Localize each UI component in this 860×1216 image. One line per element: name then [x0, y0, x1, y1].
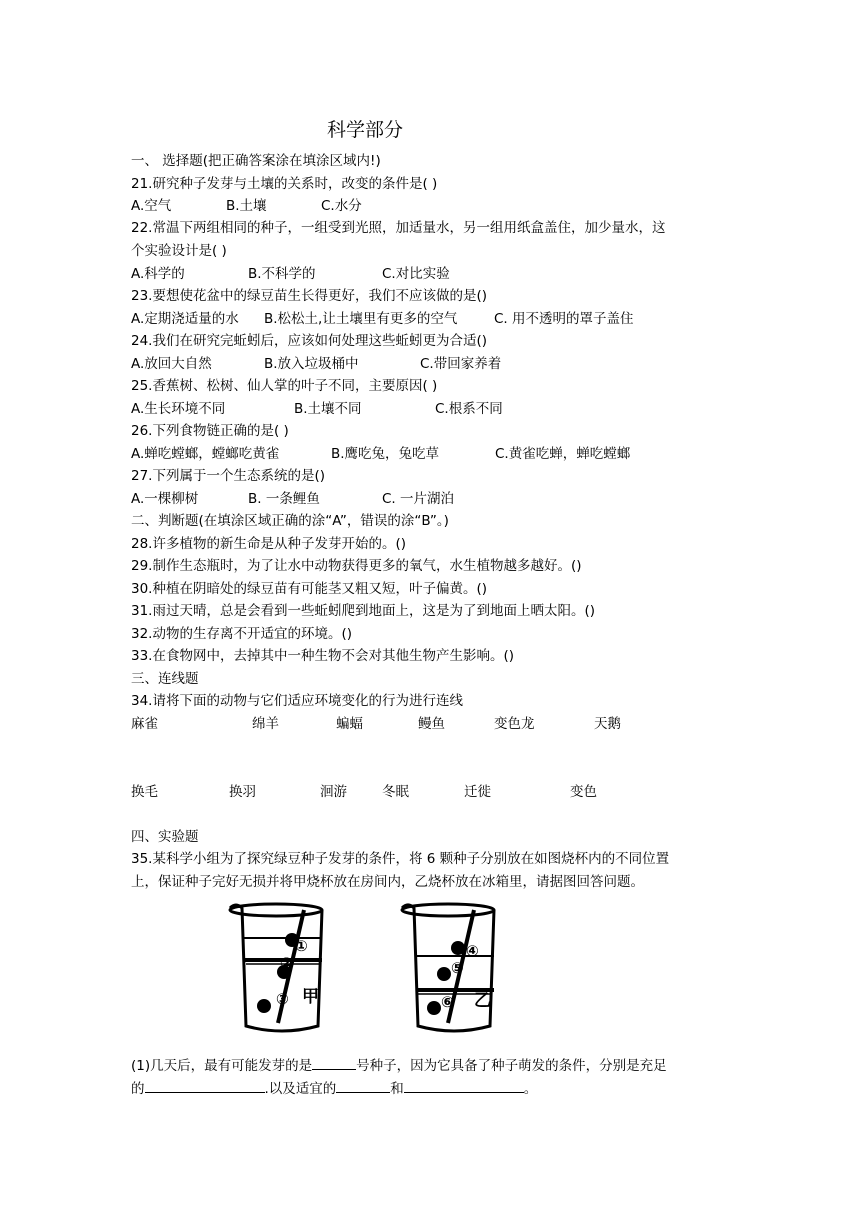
q34-stem: 34.请将下面的动物与它们适应环境变化的行为进行连线	[131, 693, 463, 709]
q22-option-b[interactable]: B.不科学的	[248, 266, 316, 282]
beaker-b-outline	[402, 905, 494, 1031]
q22-option-c[interactable]: C.对比实验	[382, 266, 450, 282]
section-matching-heading: 三、连线题	[131, 671, 199, 687]
q24-options	[131, 355, 501, 373]
q28: 28.许多植物的新生命是从种子发芽开始的。()	[131, 536, 407, 552]
seed-label-1: ①	[295, 937, 308, 955]
beaker-a-label: 甲	[302, 987, 319, 1007]
beaker-b-label: 乙	[474, 991, 491, 1011]
q26-option-c[interactable]: C.黄雀吃蝉，蝉吃螳螂	[495, 446, 631, 462]
q24-option-b[interactable]: B.放入垃圾桶中	[264, 356, 359, 372]
answer-blank-condition-1[interactable]	[145, 1078, 265, 1093]
q23-option-a[interactable]: A.定期浇适量的水	[131, 311, 239, 327]
q35-sub1-text-f: 。	[523, 1081, 538, 1097]
q35-stem-line1: 35.某科学小组为了探究绿豆种子发芽的条件，将 6 颗种子分别放在如图烧杯内的不同位置	[131, 851, 670, 867]
behavior-molt-fur[interactable]: 换毛	[131, 784, 158, 800]
q21-option-b[interactable]: B.土壤	[226, 198, 267, 214]
q23-options	[131, 310, 634, 328]
q31: 31.雨过天晴，总是会看到一些蚯蚓爬到地面上，这是为了到地面上晒太阳。()	[131, 603, 596, 619]
seed-label-3: ③	[276, 990, 289, 1008]
q32: 32.动物的生存离不开适宜的环境。()	[131, 626, 353, 642]
q26-options	[131, 445, 630, 463]
q29: 29.制作生态瓶时，为了让水中动物获得更多的氧气，水生植物越多越好。()	[131, 558, 582, 574]
page-title: 科学部分	[326, 119, 403, 141]
q21-stem: 21.研究种子发芽与土壤的关系时，改变的条件是( )	[131, 176, 438, 192]
q27-option-b[interactable]: B. 一条鲤鱼	[248, 491, 320, 507]
q21-option-c[interactable]: C.水分	[321, 198, 362, 214]
seed-4	[451, 941, 465, 955]
animal-swan[interactable]: 天鹅	[594, 716, 621, 732]
q26-option-b[interactable]: B.鹰吃兔，兔吃草	[331, 446, 440, 462]
answer-blank-seed-number[interactable]	[312, 1055, 356, 1070]
behavior-hibernate[interactable]: 冬眠	[382, 784, 409, 800]
q35-sub1-text-d: .以及适宜的	[264, 1081, 337, 1097]
seed-6	[427, 1001, 441, 1015]
q23-stem: 23.要想使花盆中的绿豆苗生长得更好，我们不应该做的是()	[131, 288, 488, 304]
beaker-figure	[222, 898, 502, 1043]
section-choice-heading: 一、 选择题(把正确答案涂在填涂区域内!)	[131, 153, 381, 169]
q22-stem-line1: 22.常温下两组相同的种子，一组受到光照，加适量水，另一组用纸盒盖住，加少量水，这	[131, 220, 666, 236]
seed-label-6: ⑥	[441, 993, 454, 1011]
q22-stem-line2: 个实验设计是( )	[131, 243, 227, 259]
q27-option-a[interactable]: A.一棵柳树	[131, 491, 199, 507]
behavior-migrate-spawn[interactable]: 洄游	[320, 784, 347, 800]
q35-sub1-line1	[131, 1055, 667, 1075]
q22-options	[131, 265, 450, 283]
q35-sub1-line2	[131, 1078, 537, 1098]
q25-option-c[interactable]: C.根系不同	[435, 401, 503, 417]
q25-option-b[interactable]: B.土壤不同	[294, 401, 362, 417]
answer-blank-condition-2[interactable]	[336, 1078, 390, 1093]
behavior-change-color[interactable]: 变色	[570, 784, 597, 800]
q27-options	[131, 490, 454, 508]
section-experiment-heading: 四、实验题	[131, 829, 199, 845]
animal-chameleon[interactable]: 变色龙	[494, 716, 535, 732]
q25-stem: 25.香蕉树、松树、仙人掌的叶子不同，主要原因( )	[131, 378, 438, 394]
q23-option-c[interactable]: C. 用不透明的罩子盖住	[494, 311, 634, 327]
seed-label-4: ④	[466, 942, 479, 960]
q21-option-a[interactable]: A.空气	[131, 198, 172, 214]
seed-3	[257, 999, 271, 1013]
q24-stem: 24.我们在研究完蚯蚓后，应该如何处理这些蚯蚓更为合适()	[131, 333, 488, 349]
animal-eel[interactable]: 鳗鱼	[418, 716, 445, 732]
q21-options	[131, 197, 362, 215]
q26-option-a[interactable]: A.蝉吃螳螂，螳螂吃黄雀	[131, 446, 280, 462]
behavior-molt-feathers[interactable]: 换羽	[229, 784, 256, 800]
q35-sub1-text-e: 和	[390, 1081, 404, 1097]
seed-label-5: ⑤	[451, 959, 464, 977]
q33: 33.在食物网中，去掉其中一种生物不会对其他生物产生影响。()	[131, 648, 515, 664]
beaker-a-outline	[230, 905, 322, 1031]
behavior-migrate[interactable]: 迁徙	[464, 784, 491, 800]
q24-option-c[interactable]: C.带回家养着	[420, 356, 502, 372]
q22-option-a[interactable]: A.科学的	[131, 266, 185, 282]
seed-5	[437, 967, 451, 981]
q27-option-c[interactable]: C. 一片湖泊	[382, 491, 455, 507]
animal-sheep[interactable]: 绵羊	[252, 716, 279, 732]
q23-option-b[interactable]: B.松松土,让土壤里有更多的空气	[264, 311, 458, 327]
q35-sub1-text-b: 号种子，因为它具备了种子萌发的条件，分别是充足	[356, 1058, 667, 1074]
q26-stem: 26.下列食物链正确的是( )	[131, 423, 289, 439]
q35-sub1-text-a: (1)几天后，最有可能发芽的是	[131, 1058, 313, 1074]
seed-label-2: ②	[280, 954, 293, 972]
answer-blank-condition-3[interactable]	[404, 1078, 524, 1093]
animal-bat[interactable]: 蝙蝠	[336, 716, 363, 732]
q25-option-a[interactable]: A.生长环境不同	[131, 401, 226, 417]
q35-sub1-text-c: 的	[131, 1081, 145, 1097]
q27-stem: 27.下列属于一个生态系统的是()	[131, 468, 326, 484]
q35-stem-line2: 上，保证种子完好无损并将甲烧杯放在房间内，乙烧杯放在冰箱里，请据图回答问题。	[131, 874, 644, 890]
q25-options	[131, 400, 503, 418]
q30: 30.种植在阴暗处的绿豆苗有可能茎又粗又短，叶子偏黄。()	[131, 581, 488, 597]
q24-option-a[interactable]: A.放回大自然	[131, 356, 212, 372]
animal-sparrow[interactable]: 麻雀	[131, 716, 158, 732]
section-judge-heading: 二、判断题(在填涂区域正确的涂“A”，错误的涂“B”。)	[131, 513, 449, 529]
